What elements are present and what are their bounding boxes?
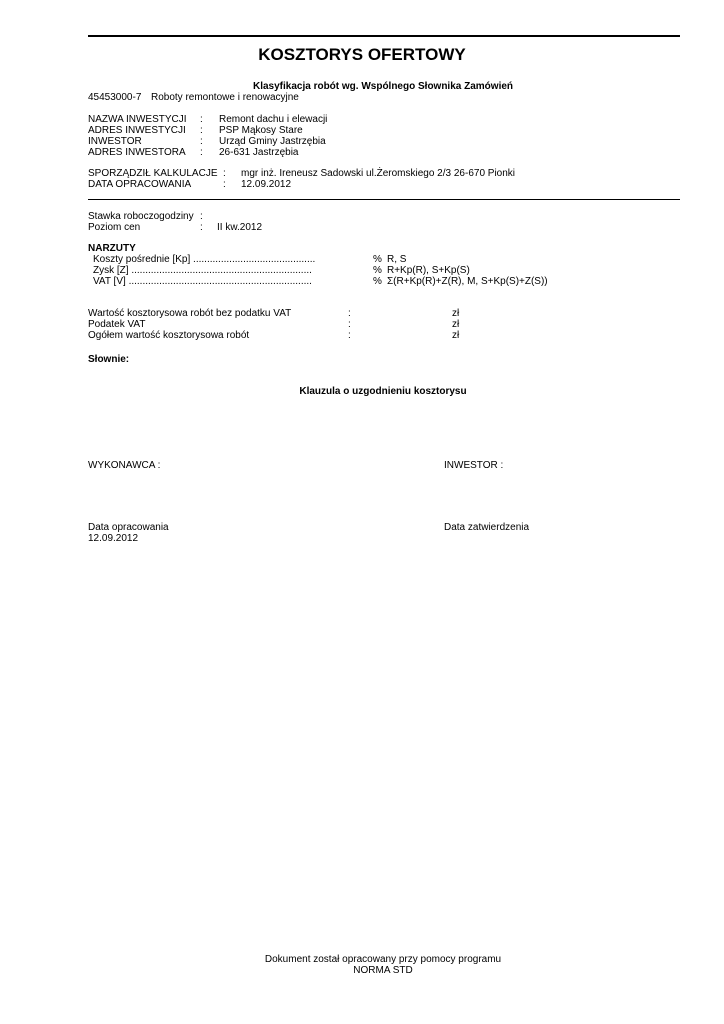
surcharge-vat-label: VAT [V] .................................................................. (93, 276, 312, 287)
investment-name-value: Remont dachu i elewacji (219, 114, 328, 125)
price-level-separator: : (200, 222, 203, 233)
total-net-separator: : (348, 308, 351, 319)
prepared-by-separator: : (223, 168, 226, 179)
surcharge-profit-label: Zysk [Z] ................................................................. (93, 265, 312, 276)
classification-heading: Klasyfikacja robót wg. Wspólnego Słownika Zamówień (252, 81, 514, 92)
approval-clause: Klauzula o uzgodnieniu kosztorysu (299, 386, 467, 397)
price-level-label: Poziom cen (88, 222, 141, 233)
preparation-date-label: DATA OPRACOWANIA (88, 179, 192, 190)
investor-label: INWESTOR (88, 136, 142, 147)
total-gross-unit: zł (452, 330, 460, 341)
investor-signature-label: INWESTOR : (444, 460, 504, 471)
surcharge-vat-percent: % (373, 276, 382, 287)
investment-name-label: NAZWA INWESTYCJI (88, 114, 187, 125)
investor-row (88, 136, 326, 147)
surcharge-indirect-base: R, S (387, 254, 407, 265)
price-level-row (88, 222, 263, 233)
prepared-by-value: mgr inż. Ireneusz Sadowski ul.Żeromskiego 2/3 26-670 Pionki (241, 168, 516, 179)
labor-rate-separator: : (200, 211, 203, 222)
investment-address-row (88, 125, 303, 136)
surcharge-profit-base: R+Kp(R), S+Kp(S) (387, 265, 470, 276)
vat-tax-unit: zł (452, 319, 460, 330)
prepared-by-row (88, 168, 516, 179)
vat-tax-row (88, 319, 460, 330)
investor-separator: : (200, 136, 203, 147)
total-net-label: Wartość kosztorysowa robót bez podatku VAT (88, 308, 292, 319)
words-label: Słownie: (88, 354, 130, 365)
page-title: KOSZTORYS OFERTOWY (258, 45, 466, 64)
classification-description: Roboty remontowe i renowacyjne (151, 92, 299, 103)
total-gross-separator: : (348, 330, 351, 341)
surcharge-profit-percent: % (373, 265, 382, 276)
middle-rule (88, 199, 680, 200)
preparation-date-value: 12.09.2012 (241, 179, 292, 190)
date-approved-label: Data zatwierdzenia (444, 522, 530, 533)
preparation-date-separator: : (223, 179, 226, 190)
vat-tax-separator: : (348, 319, 351, 330)
preparation-date-row (88, 179, 292, 190)
surcharge-indirect-percent: % (373, 254, 382, 265)
total-net-unit: zł (452, 308, 460, 319)
date-prepared-value: 12.09.2012 (88, 533, 139, 544)
total-gross-row (88, 330, 460, 341)
investor-address-label: ADRES INWESTORA (88, 147, 186, 158)
surcharge-indirect-label: Koszty pośrednie [Kp] ............................................ (93, 254, 316, 265)
investment-name-row (88, 114, 328, 125)
labor-rate-label: Stawka roboczogodziny (88, 211, 194, 222)
investor-address-separator: : (200, 147, 203, 158)
vat-tax-label: Podatek VAT (88, 319, 146, 330)
investor-address-value: 26-631 Jastrzębia (219, 147, 299, 158)
labor-rate-row (88, 211, 203, 222)
investor-address-row (88, 147, 299, 158)
surcharges-heading: NARZUTY (88, 243, 136, 254)
contractor-label: WYKONAWCA : (88, 460, 161, 471)
investment-address-value: PSP Mąkosy Stare (219, 125, 303, 136)
total-gross-label: Ogółem wartość kosztorysowa robót (88, 330, 250, 341)
total-net-row (88, 308, 460, 319)
surcharge-row-indirect (93, 254, 407, 265)
investment-address-separator: : (200, 125, 203, 136)
surcharge-row-profit (93, 265, 470, 276)
price-level-value: II kw.2012 (217, 222, 263, 233)
surcharge-row-vat (93, 276, 548, 287)
footer-line-1: Dokument został opracowany przy pomocy programu (264, 954, 502, 965)
investment-name-separator: : (200, 114, 203, 125)
surcharge-vat-base: Σ(R+Kp(R)+Z(R), M, S+Kp(S)+Z(S)) (387, 276, 548, 287)
footer-line-2: NORMA STD (353, 965, 413, 976)
prepared-by-label: SPORZĄDZIŁ KALKULACJE (88, 168, 218, 179)
date-prepared-label: Data opracowania (88, 522, 169, 533)
classification-code: 45453000-7 (88, 92, 142, 103)
top-rule (88, 35, 680, 37)
investment-address-label: ADRES INWESTYCJI (88, 125, 186, 136)
investor-value: Urząd Gminy Jastrzębia (219, 136, 326, 147)
classification-line (88, 92, 299, 103)
